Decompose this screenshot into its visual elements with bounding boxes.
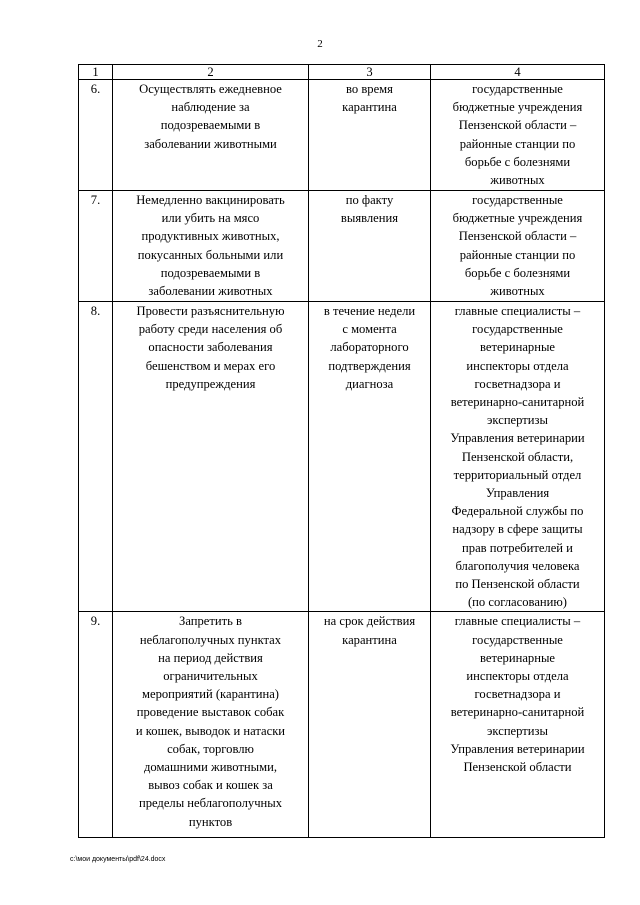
responsible-line: районные станции по xyxy=(459,136,576,151)
responsible-line: ветеринарные xyxy=(479,340,555,355)
term-line: диагноза xyxy=(345,376,394,391)
responsible-line: надзору в сфере защиты xyxy=(452,522,583,537)
responsible-line: бюджетные учреждения xyxy=(452,100,583,115)
responsible-line: государственные xyxy=(472,632,563,647)
row-action-cell xyxy=(113,612,309,838)
responsible-line: Пензенской области – xyxy=(458,118,577,133)
row-action-cell xyxy=(113,191,309,302)
action-line: подозреваемыми в xyxy=(160,118,261,133)
table-row xyxy=(79,302,605,612)
header-cell-2: 2 xyxy=(113,65,309,80)
responsible-line: Пензенской области – xyxy=(458,229,577,244)
action-line: заболевании животных xyxy=(148,284,273,299)
action-line: Осуществлять ежедневное xyxy=(139,82,282,96)
action-line: продуктивных животных, xyxy=(141,229,280,244)
responsible-line: районные станции по xyxy=(459,247,576,262)
responsible-line: ветеринарно-санитарной xyxy=(450,395,585,410)
responsible-line: ветеринарно-санитарной xyxy=(450,705,585,720)
action-line: вывоз собак и кошек за xyxy=(148,778,273,793)
action-line: домашними животными, xyxy=(144,760,277,775)
row-number: 8. xyxy=(79,302,113,612)
footer-file-path: c:\мои документы\pdf\24.docx xyxy=(70,856,166,863)
action-line: проведение выставок собак xyxy=(136,705,285,720)
action-line: бешенством и мерах его xyxy=(145,358,276,373)
responsible-line: территориальный отдел xyxy=(453,467,582,482)
responsible-line: по Пензенской области xyxy=(455,577,580,592)
responsible-line: экспертизы xyxy=(487,413,548,428)
action-line: пунктов xyxy=(188,814,233,829)
action-line: на период действия xyxy=(158,650,263,665)
responsible-line: государственные xyxy=(472,193,563,207)
term-line: во время xyxy=(346,82,393,96)
term-line: подтверждения xyxy=(328,358,411,373)
responsible-line: борьбе с болезнями xyxy=(464,154,571,169)
row-number: 9. xyxy=(79,612,113,838)
term-line: лабораторного xyxy=(330,340,409,355)
table-header-row xyxy=(79,65,605,80)
header-cell-4: 4 xyxy=(431,65,605,80)
action-line: наблюдение за xyxy=(171,100,250,115)
row-responsible-cell xyxy=(431,612,605,838)
row-responsible-cell xyxy=(431,191,605,302)
row-number: 6. xyxy=(79,80,113,191)
table-row xyxy=(79,80,605,191)
action-line: собак, торговлю xyxy=(167,741,254,756)
table-row xyxy=(79,191,605,302)
action-line: покусанных больными или xyxy=(137,247,284,262)
action-line: предупреждения xyxy=(165,376,256,391)
responsible-line: инспекторы отдела xyxy=(466,358,569,373)
action-line: мероприятий (карантина) xyxy=(142,687,279,702)
term-line: выявления xyxy=(340,211,399,226)
action-line: Провести разъяснительную xyxy=(136,304,285,318)
responsible-line: Федеральной службы по xyxy=(451,504,584,519)
responsible-line: Управления xyxy=(485,486,550,501)
term-line: на срок действия xyxy=(323,614,416,629)
responsible-line: Пензенской области xyxy=(463,760,572,775)
action-line: или убить на мясо xyxy=(161,211,260,226)
row-term-cell xyxy=(309,80,431,191)
row-term-cell xyxy=(309,302,431,612)
responsible-line: главные специалисты – xyxy=(454,614,581,629)
term-line: карантина xyxy=(342,632,397,647)
row-term-cell xyxy=(309,612,431,838)
action-line: работу среди населения об xyxy=(138,322,283,337)
term-line: по факту xyxy=(345,193,394,207)
action-line: опасности заболевания xyxy=(148,340,273,355)
responsible-line: бюджетные учреждения xyxy=(452,211,583,226)
action-line: Запретить в xyxy=(179,614,242,629)
row-responsible-cell xyxy=(431,302,605,612)
responsible-line: инспекторы отдела xyxy=(466,669,569,684)
action-line: ограничительных xyxy=(163,669,258,684)
row-action-cell xyxy=(113,80,309,191)
responsible-line: борьбе с болезнями xyxy=(464,265,571,280)
action-line: заболевании животными xyxy=(144,136,277,151)
responsible-line: экспертизы xyxy=(487,723,548,738)
row-term-cell xyxy=(309,191,431,302)
row-number: 7. xyxy=(79,191,113,302)
responsible-line: животных xyxy=(490,284,545,299)
header-cell-3: 3 xyxy=(309,65,431,80)
responsible-line: Пензенской области, xyxy=(461,449,574,464)
action-line: неблагополучных пунктах xyxy=(139,632,282,647)
responsible-line: животных xyxy=(490,173,545,188)
action-line: пределы неблагополучных xyxy=(138,796,283,811)
term-line: в течение недели xyxy=(323,304,416,318)
row-action-cell xyxy=(113,302,309,612)
term-line: с момента xyxy=(342,322,397,337)
responsible-line: госветнадзора и xyxy=(474,376,561,391)
responsible-line: Управления ветеринарии xyxy=(450,431,585,446)
responsible-line: государственные xyxy=(472,322,563,337)
responsible-line: (по согласованию) xyxy=(467,595,567,610)
header-cell-1: 1 xyxy=(79,65,113,80)
page-number: 2 xyxy=(317,38,323,50)
action-line: и кошек, выводок и натаски xyxy=(135,723,286,738)
action-line: Немедленно вакцинировать xyxy=(136,193,285,207)
responsible-line: главные специалисты – xyxy=(454,304,581,318)
responsible-line: госветнадзора и xyxy=(474,687,561,702)
term-line: карантина xyxy=(342,100,397,115)
responsible-line: прав потребителей и xyxy=(462,540,573,555)
row-responsible-cell xyxy=(431,80,605,191)
responsible-line: Управления ветеринарии xyxy=(450,741,585,756)
table-row xyxy=(79,612,605,838)
action-line: подозреваемыми в xyxy=(160,265,261,280)
responsible-line: ветеринарные xyxy=(479,650,555,665)
responsible-line: государственные xyxy=(472,82,563,96)
responsible-line: благополучия человека xyxy=(455,558,580,573)
measures-table xyxy=(78,64,605,838)
